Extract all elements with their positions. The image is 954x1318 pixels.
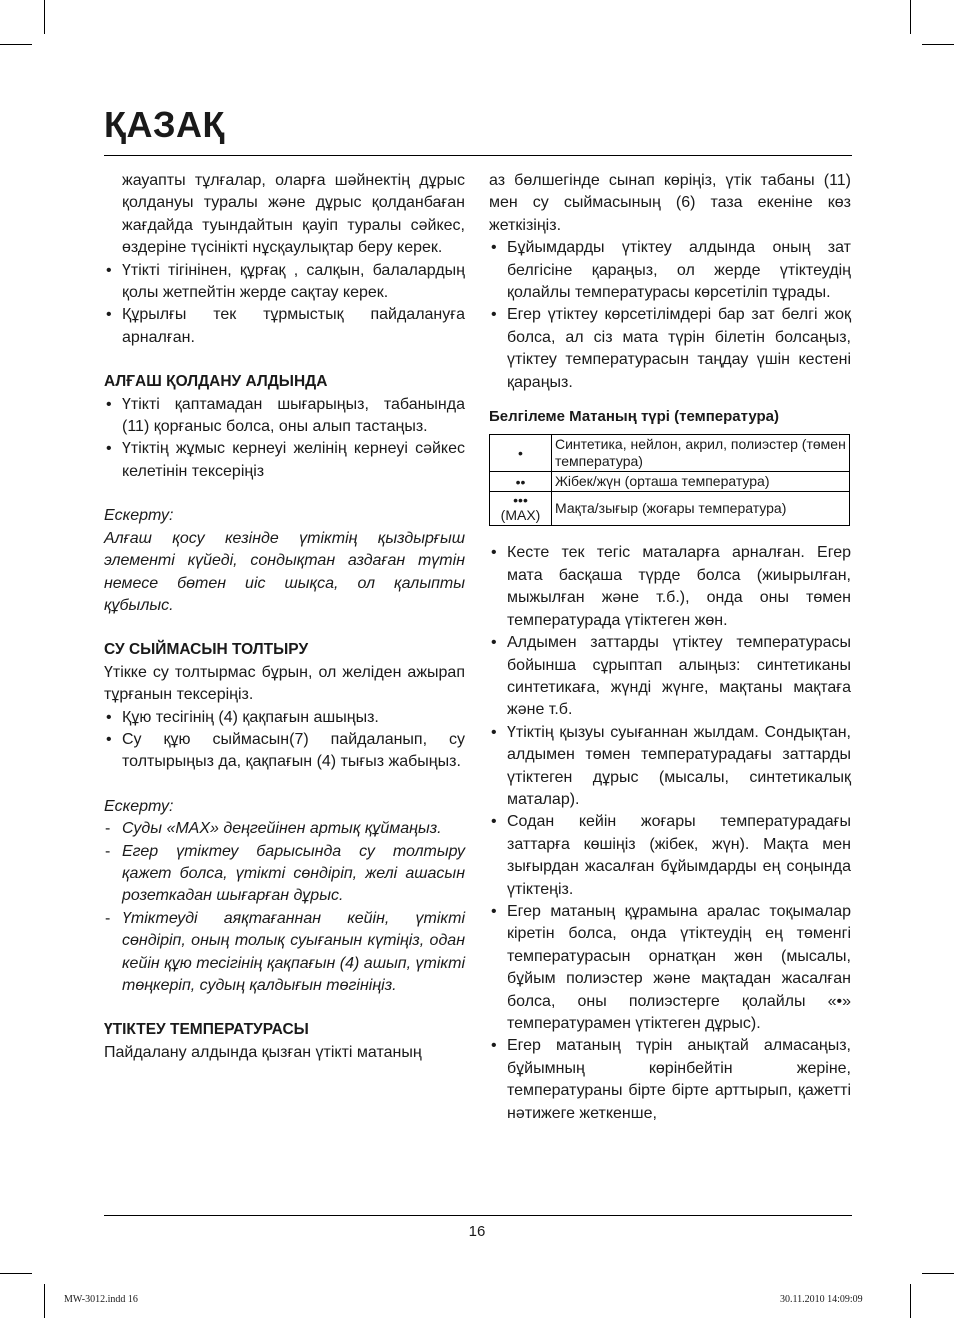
table-title: Белгілеме Матаның түрі (температура) xyxy=(489,408,779,426)
crop-mark xyxy=(0,1273,32,1274)
footer-file: MW-3012.indd 16 xyxy=(64,1294,138,1305)
section-heading: ҮТІКТЕУ ТЕМПЕРАТУРАСЫ xyxy=(104,1021,309,1039)
list-item: • Содан кейін жоғары температурадағы заттарға көшіңіз (жібек, жүн). Мақта мен зығырдан жасалған бұйымдарды ең соңында үтіктеңіз. xyxy=(489,811,851,901)
crop-mark xyxy=(922,44,954,45)
table-cell-fabric: Мақта/зығыр (жоғары температура) xyxy=(552,492,850,526)
list-item: • Су құю сыймасын(7) пайдаланып, су толтырыңыз да, қақпағын (4) тығыз жабыңыз. xyxy=(104,729,465,774)
page-number: 16 xyxy=(468,1223,486,1240)
page-title: ҚАЗАҚ xyxy=(104,104,225,145)
table-row xyxy=(490,492,850,526)
section-heading: АЛҒАШ ҚОЛДАНУ АЛДЫНДА xyxy=(104,373,328,391)
list-item: • Үтікті тігінінен, құрғақ , салқын, балалардың қолы жетпейтін жерде сақтау керек. xyxy=(104,260,465,305)
right-column xyxy=(489,170,851,1125)
section-heading: СУ СЫЙМАСЫН ТОЛТЫРУ xyxy=(104,641,309,659)
table-cell-symbol: •• xyxy=(490,472,552,492)
list-item: • Құрылғы тек тұрмыстық пайдалануға арналған. xyxy=(104,304,465,349)
paragraph: Үтікке су толтырмас бұрын, ол желіден ажырап тұрғанын тексеріңіз. xyxy=(104,663,465,704)
temperature-table xyxy=(489,434,850,526)
crop-mark xyxy=(910,0,911,34)
list-item: • Үтіктің жұмыс кернеуі желінің кернеуі сәйкес келетінін тексеріңіз xyxy=(104,438,465,483)
list-item: • Егер матаның құрамына аралас тоқымалар кіретін болса, онда үтіктеудің ең төменгі температурасын орнатқан жөн (мысалы, бұйым полиэстер және мақтадан жасалған болса, оны полиэстерге қолайлы «•» температурамен үтіктеген дұрыс). xyxy=(489,901,851,1035)
footer-date: 30.11.2010 14:09:09 xyxy=(780,1294,863,1305)
note-item: - Егер үтіктеу барысында су толтыру қажет болса, үтікті сөндіріп, желі ашасын розеткадан шығарған дұрыс. xyxy=(104,841,465,908)
list-item: • Егер үтіктеу көрсетілімдері бар зат белгі жоқ болса, ал сіз мата түрін білетін болсаңыз, үтіктеу температурасын таңдау үшін кестені қараңыз. xyxy=(489,304,851,394)
table-cell-fabric: Жібек/жүн (орташа температура) xyxy=(552,472,850,492)
table-cell-symbol: • xyxy=(490,435,552,472)
paragraph: Пайдалану алдында қызған үтікті матаның xyxy=(104,1043,422,1061)
list-item: • Үтіктің қызуы суығаннан жылдам. Сондықтан, алдымен төмен температурадағы заттарды үтіктеген дұрыс (мысалы, синтетикалық маталар). xyxy=(489,722,851,812)
note-label: Ескерту: xyxy=(104,797,174,815)
paragraph: аз бөлшегінде сынап көріңіз, үтік табаны (11) мен су сыймасының (6) таза екеніне көз жеткізіңіз. xyxy=(489,172,851,234)
list-item: • Құю тесігінің (4) қақпағын ашыңыз. xyxy=(104,707,465,729)
note-item: - Суды «MAX» деңгейінен артық құймаңыз. xyxy=(104,818,465,840)
crop-mark xyxy=(0,44,32,45)
list-item: • Алдымен заттарды үтіктеу температурасы бойынша сұрыптап алыңыз: синтетиканы синтетикаға, жүнді жүнге, мақтаны мақтаға және т.б. xyxy=(489,632,851,722)
note-item: - Үтіктеуді аяқтағаннан кейін, үтікті сөндіріп, оның толық суығанын күтіңіз, одан кейін құю тесігінің қақпағын (4) ашып, үтікті төңкеріп, судың қалдығын төгініңіз. xyxy=(104,908,465,998)
table-cell-symbol: ••• (MAX) xyxy=(490,492,552,526)
crop-mark xyxy=(922,1273,954,1274)
list-item: • Кесте тек тегіс маталарға арналған. Егер мата басқаша түрде болса (жиырылған, мыжылған және т.б.), онда оны төмен температурада үтіктеген жөн. xyxy=(489,542,851,632)
paragraph: жауапты тұлғалар, оларға шәйнектің дұрыс қолдануы туралы және дұрыс қолданбаған жағдайда туындайтын қауіп туралы сәйкес, өздеріне түсінікті нұсқаулықтар беру керек. xyxy=(122,172,465,257)
note-text: Алғаш қосу кезінде үтіктің қыздырғыш элементі күйеді, сондықтан аздаған түтін немесе бөтен иіс шықса, ол қалыпты құбылыс. xyxy=(104,529,465,614)
note-label: Ескерту: xyxy=(104,507,174,525)
footer-rule xyxy=(104,1215,852,1216)
table-row xyxy=(490,472,850,492)
list-item: • Бұйымдарды үтіктеу алдында оның зат белгісіне қараңыз, ол жерде үтіктеудің қолайлы температурасы көрсетіліп тұрады. xyxy=(489,237,851,304)
crop-mark xyxy=(910,1284,911,1318)
list-item: • Егер матаның түрін анықтай алмасаңыз, бұйымның көрінбейтін жеріне, температураны бірте бірте арттырып, қажетті нәтижеге жеткенше, xyxy=(489,1035,851,1125)
table-cell-fabric: Синтетика, нейлон, акрил, полиэстер (төмен температура) xyxy=(552,435,850,472)
table-row xyxy=(490,435,850,472)
crop-mark xyxy=(44,0,45,34)
header-rule xyxy=(104,155,852,156)
crop-mark xyxy=(44,1284,45,1318)
left-column xyxy=(104,170,465,1064)
list-item: • Үтікті қаптамадан шығарыңыз, табанында (11) қорғаныс болса, оны алып тастаңыз. xyxy=(104,394,465,439)
